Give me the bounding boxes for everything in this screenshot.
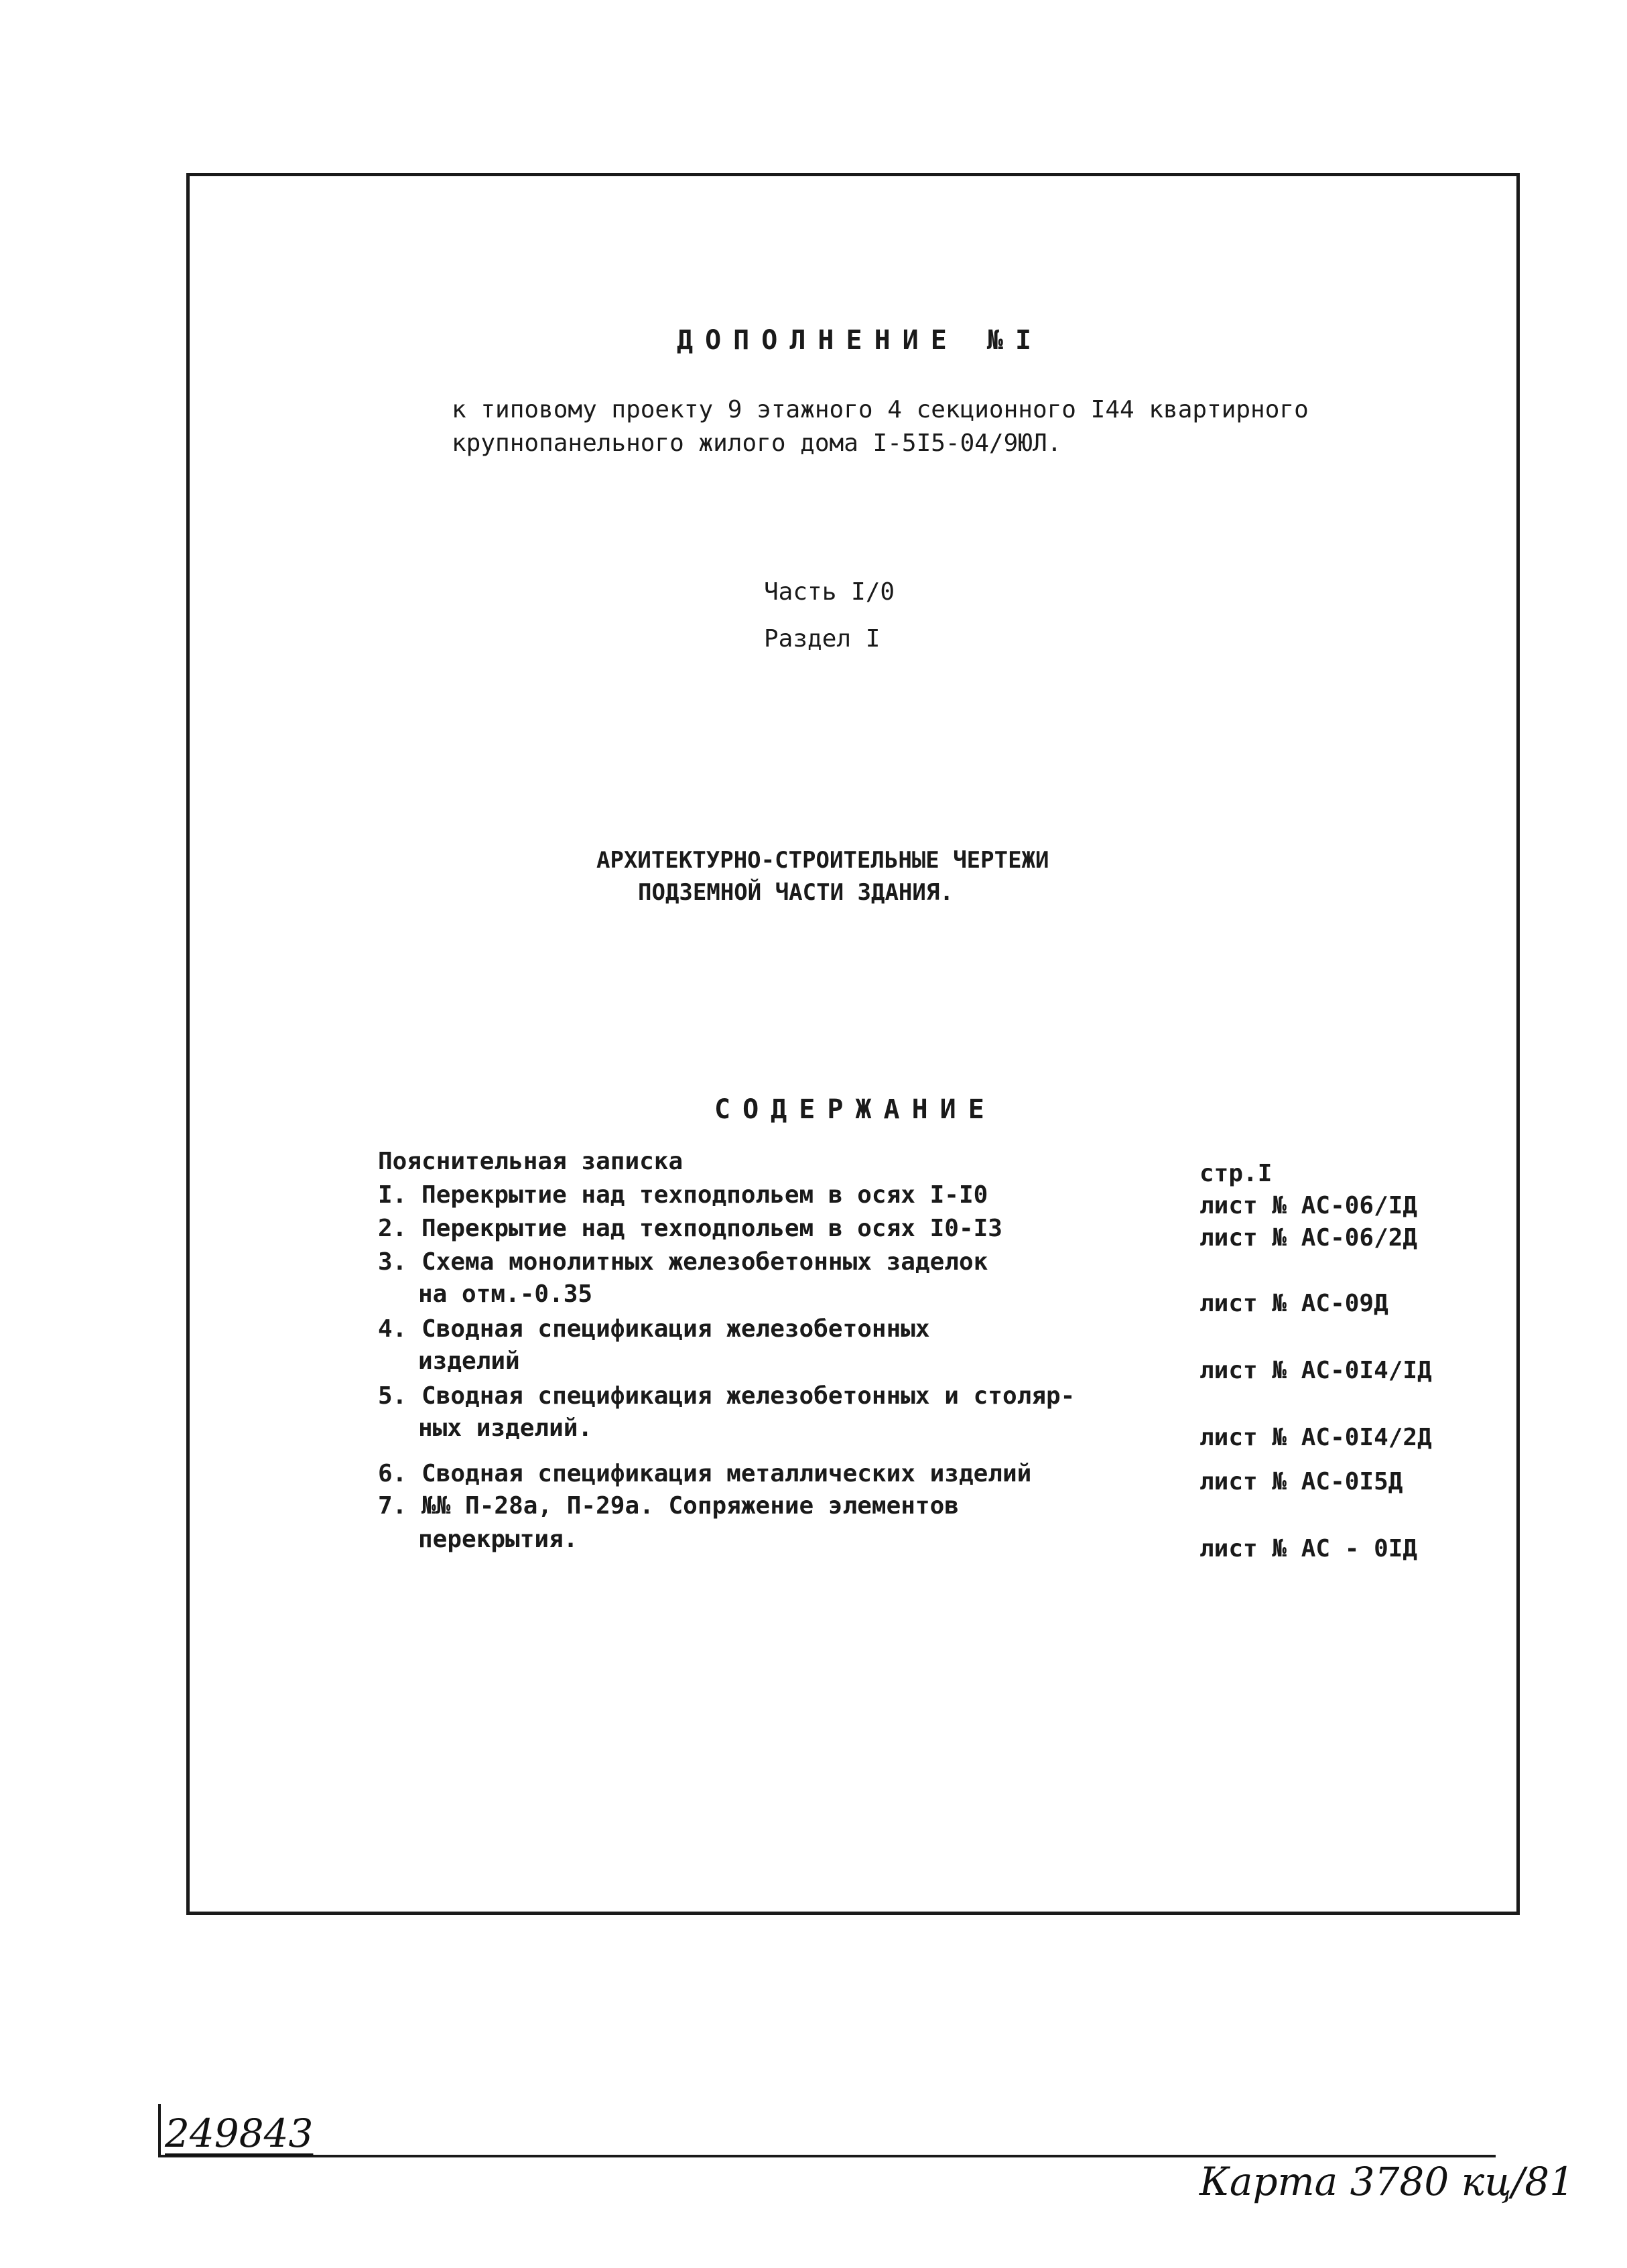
section-label: Раздел I bbox=[764, 625, 881, 653]
contents-item-label-continued: на отм.-0.35 bbox=[418, 1280, 593, 1308]
contents-item-ref: лист № АС-06/IД bbox=[1199, 1192, 1418, 1219]
card-note-stamp: Карта 3780 кц/81 bbox=[1199, 2159, 1575, 2204]
contents-item-label-continued: изделий bbox=[418, 1347, 520, 1375]
contents-item-label-continued: ных изделий. bbox=[418, 1414, 593, 1442]
contents-item-ref: стр.I bbox=[1199, 1160, 1273, 1187]
contents-item-label: 6. Сводная спецификация металлических изделий bbox=[378, 1460, 1032, 1487]
contents-item-label: I. Перекрытие над техподпольем в осях I-I0 bbox=[378, 1181, 988, 1209]
contents-title: СОДЕРЖАНИЕ bbox=[714, 1094, 996, 1125]
contents-item-label: Пояснительная записка bbox=[378, 1148, 684, 1175]
subtitle-line-2: крупнопанельного жилого дома I-5I5-04/9ЮЛ. bbox=[452, 429, 1062, 457]
document-title: ДОПОЛНЕНИЕ №I bbox=[677, 325, 1044, 356]
margin-line bbox=[158, 2104, 161, 2157]
inventory-number-stamp: 249843 bbox=[165, 2111, 314, 2156]
contents-item-label: 4. Сводная спецификация железобетонных bbox=[378, 1315, 930, 1343]
subtitle-line-1: к типовому проекту 9 этажного 4 секционного I44 квартирного bbox=[452, 396, 1309, 423]
drawings-title-line-1: АРХИТЕКТУРНО-СТРОИТЕЛЬНЫЕ ЧЕРТЕЖИ bbox=[596, 847, 1049, 874]
drawings-title-line-2: ПОДЗЕМНОЙ ЧАСТИ ЗДАНИЯ. bbox=[638, 879, 954, 906]
contents-item-ref: лист № АС-0I4/IД bbox=[1199, 1357, 1432, 1384]
contents-item-label: 3. Схема монолитных железобетонных заделок bbox=[378, 1248, 988, 1276]
contents-item-ref: лист № АС-09Д bbox=[1199, 1290, 1388, 1317]
contents-item-label-continued: перекрытия. bbox=[418, 1526, 578, 1553]
contents-item-ref: лист № АС-0I5Д bbox=[1199, 1468, 1403, 1495]
contents-item-ref: лист № АС - 0IД bbox=[1199, 1535, 1418, 1562]
contents-item-ref: лист № АС-0I4/2Д bbox=[1199, 1424, 1432, 1451]
contents-item-label: 5. Сводная спецификация железобетонных и столяр- bbox=[378, 1382, 1076, 1410]
bottom-rule bbox=[158, 2155, 1496, 2157]
contents-item-label: 7. №№ П-28а, П-29а. Сопряжение элементов bbox=[378, 1492, 959, 1520]
contents-item-ref: лист № АС-06/2Д bbox=[1199, 1224, 1418, 1252]
contents-item-label: 2. Перекрытие над техподпольем в осях I0-I3 bbox=[378, 1215, 1002, 1242]
part-label: Часть I/0 bbox=[764, 578, 895, 606]
